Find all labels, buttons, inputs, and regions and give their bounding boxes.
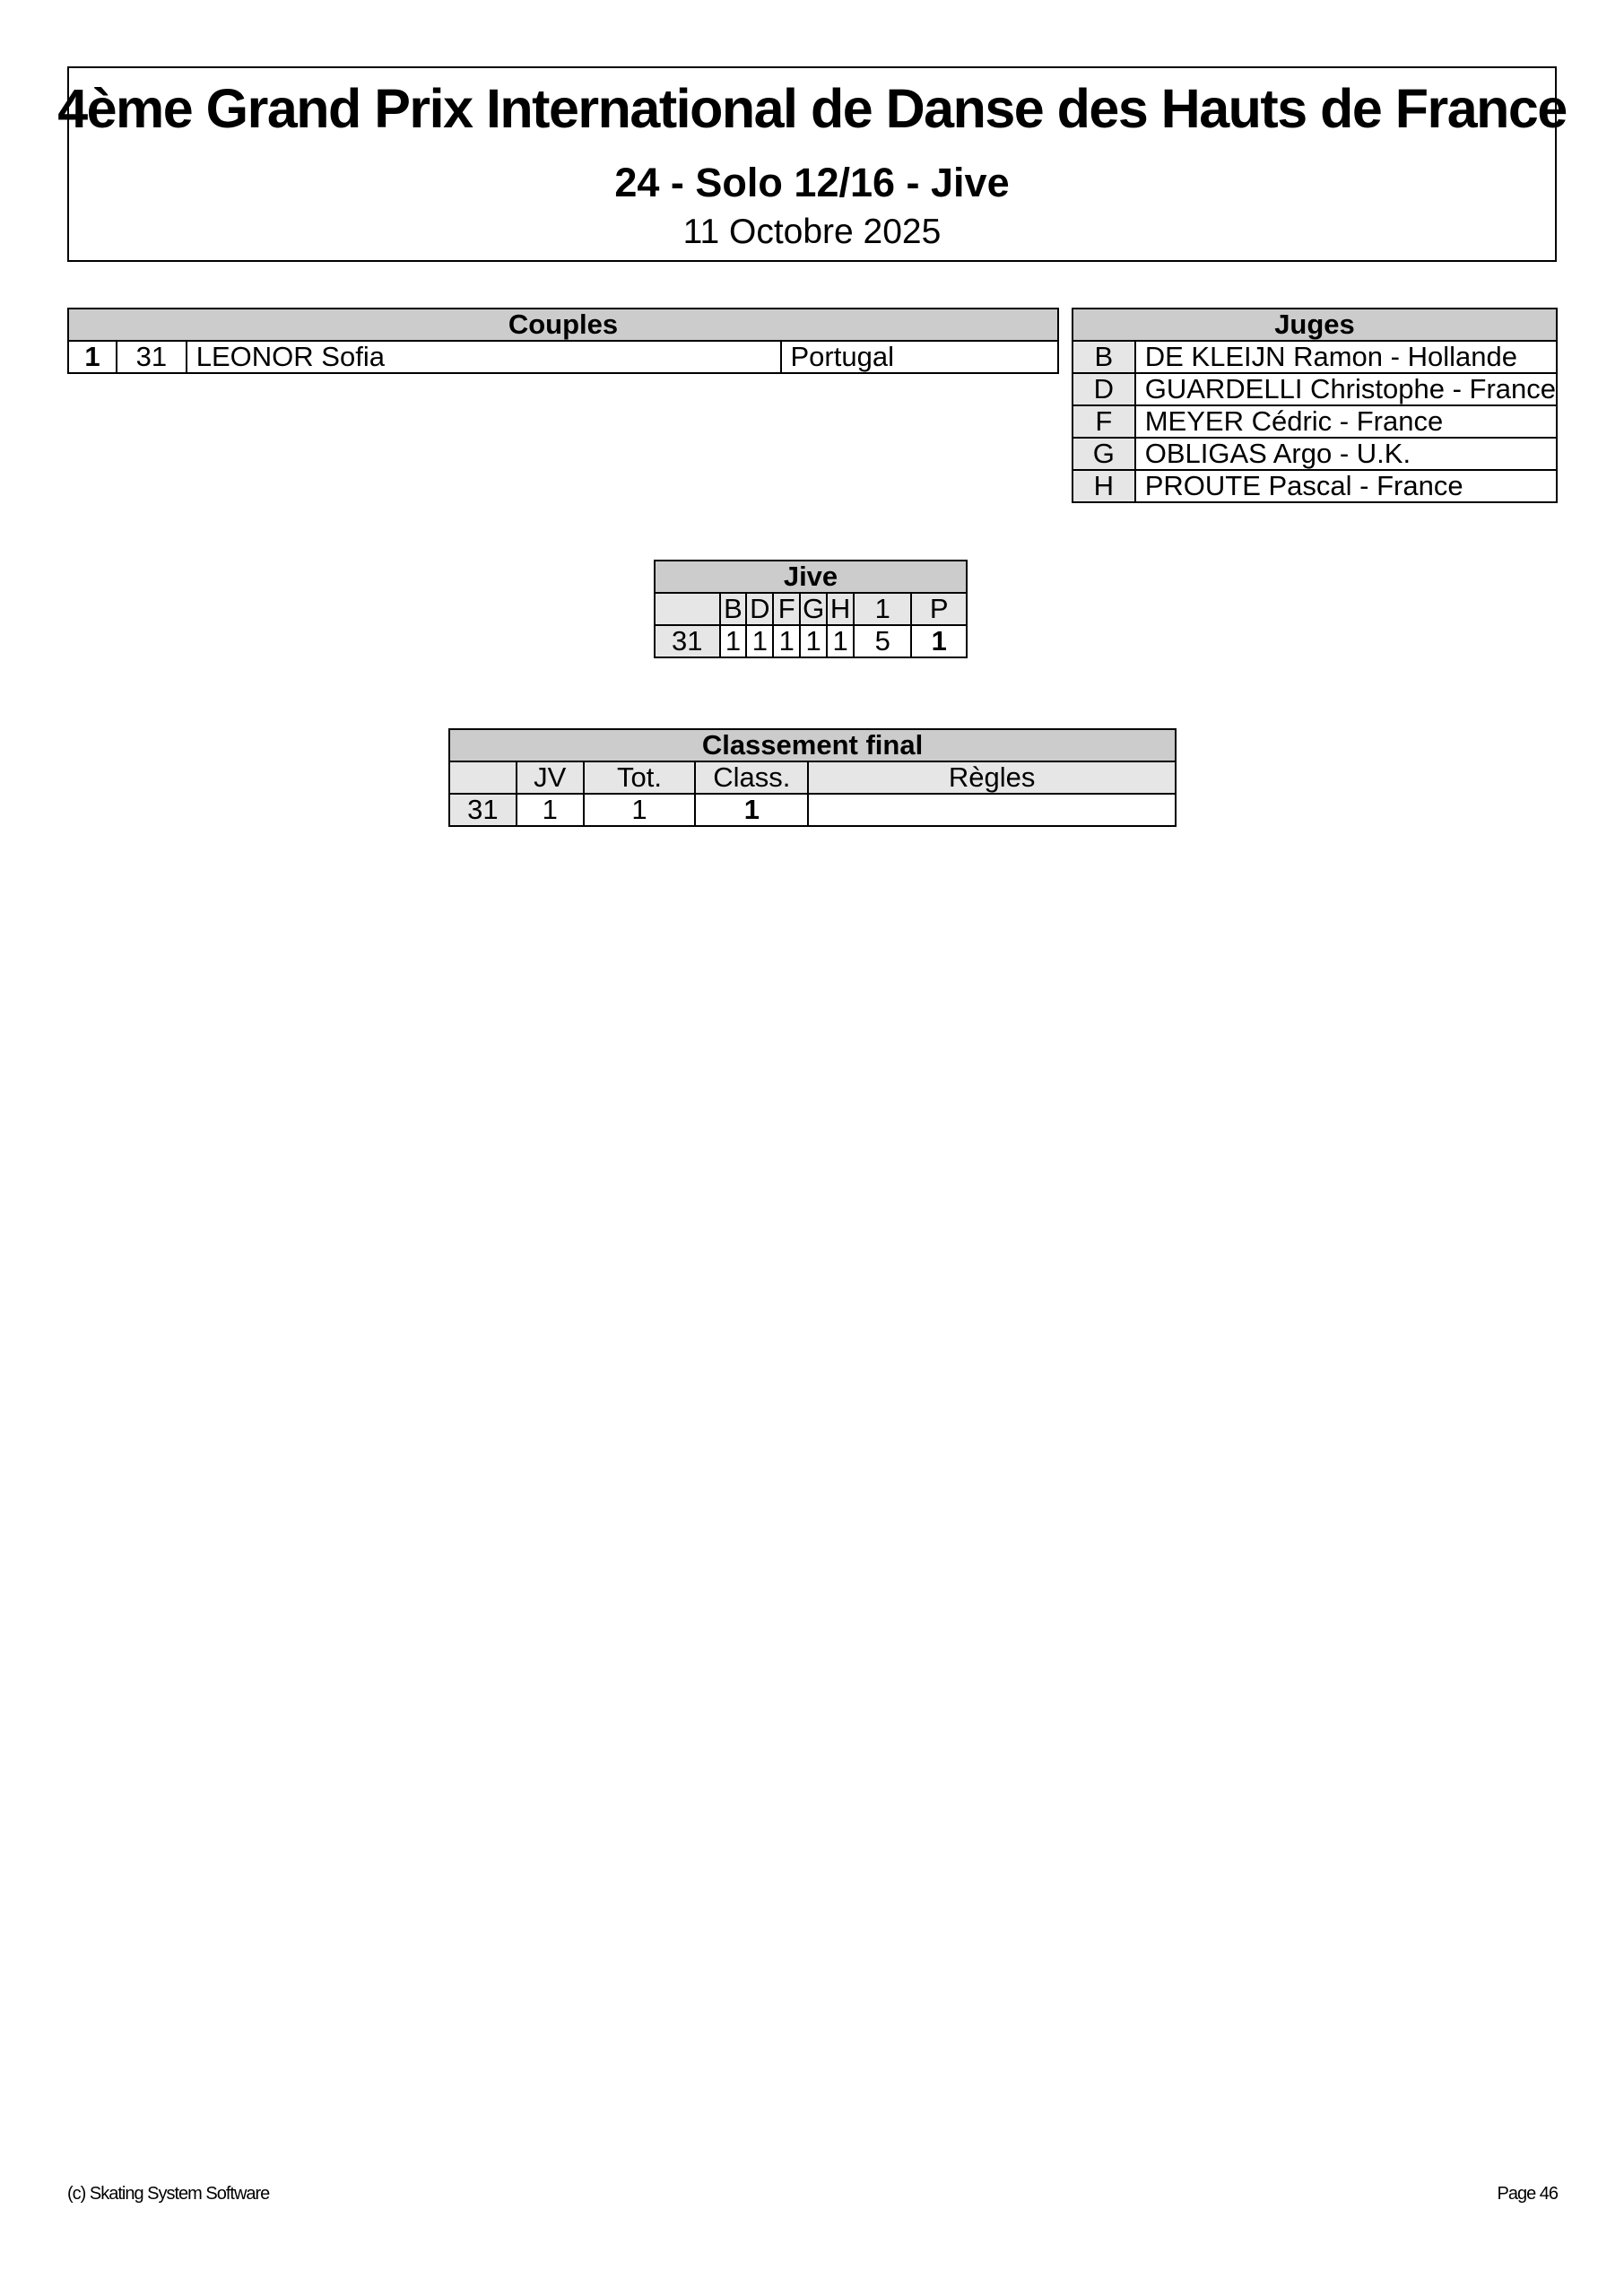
final-row (449, 794, 1176, 826)
final-number: 31 (449, 794, 517, 826)
final-col-tot: Tot. (584, 761, 696, 794)
jive-col-judge: D (746, 593, 773, 625)
final-table (448, 728, 1177, 827)
couple-row (68, 341, 1058, 373)
competition-title: 24 - Solo 12/16 - Jive (614, 160, 1010, 205)
jive-mark: 1 (720, 625, 747, 657)
jive-count: 5 (854, 625, 911, 657)
footer-page-number: Page 46 (1497, 2184, 1558, 2204)
judge-row (1073, 438, 1557, 470)
couple-name: LEONOR Sofia (187, 341, 781, 373)
jive-place: 1 (911, 625, 967, 657)
final-column-headers (449, 761, 1176, 794)
judge-code: F (1073, 405, 1135, 438)
jive-table (654, 560, 968, 658)
footer-copyright: (c) Skating System Software (67, 2184, 270, 2204)
final-col-rules: Règles (808, 761, 1176, 794)
event-date: 11 Octobre 2025 (682, 213, 942, 251)
couple-place: 1 (68, 341, 117, 373)
judge-code: B (1073, 341, 1135, 373)
jive-col-place: P (911, 593, 967, 625)
couple-number: 31 (117, 341, 187, 373)
jive-mark: 1 (827, 625, 854, 657)
judge-row (1073, 405, 1557, 438)
judge-row (1073, 341, 1557, 373)
judge-code: G (1073, 438, 1135, 470)
judge-name: OBLIGAS Argo - U.K. (1135, 438, 1557, 470)
final-jv: 1 (517, 794, 584, 826)
final-rules (808, 794, 1176, 826)
judge-code: D (1073, 373, 1135, 405)
jive-col-judge: F (773, 593, 800, 625)
jive-col-count: 1 (854, 593, 911, 625)
couples-table (67, 308, 1059, 374)
jive-header: Jive (655, 561, 967, 593)
couples-header: Couples (68, 309, 1058, 341)
jive-mark: 1 (746, 625, 773, 657)
judge-name: GUARDELLI Christophe - France (1135, 373, 1557, 405)
jive-mark: 1 (773, 625, 800, 657)
judge-code: H (1073, 470, 1135, 502)
judge-name: DE KLEIJN Ramon - Hollande (1135, 341, 1557, 373)
judge-row (1073, 373, 1557, 405)
couple-country: Portugal (781, 341, 1059, 373)
final-header: Classement final (449, 729, 1176, 761)
judge-row (1073, 470, 1557, 502)
jive-column-headers (655, 593, 967, 625)
judges-table (1072, 308, 1558, 503)
judge-name: PROUTE Pascal - France (1135, 470, 1557, 502)
jive-col-judge: H (827, 593, 854, 625)
jive-col-judge: G (800, 593, 827, 625)
event-title: 4ème Grand Prix International de Danse des Hauts de France (57, 78, 1567, 139)
judges-header: Juges (1073, 309, 1557, 341)
judge-name: MEYER Cédric - France (1135, 405, 1557, 438)
jive-col-blank (655, 593, 720, 625)
final-col-jv: JV (517, 761, 584, 794)
jive-row (655, 625, 967, 657)
final-col-blank (449, 761, 517, 794)
jive-mark: 1 (800, 625, 827, 657)
final-tot: 1 (584, 794, 696, 826)
jive-col-judge: B (720, 593, 747, 625)
final-col-class: Class. (695, 761, 808, 794)
jive-number: 31 (655, 625, 720, 657)
final-class: 1 (695, 794, 808, 826)
